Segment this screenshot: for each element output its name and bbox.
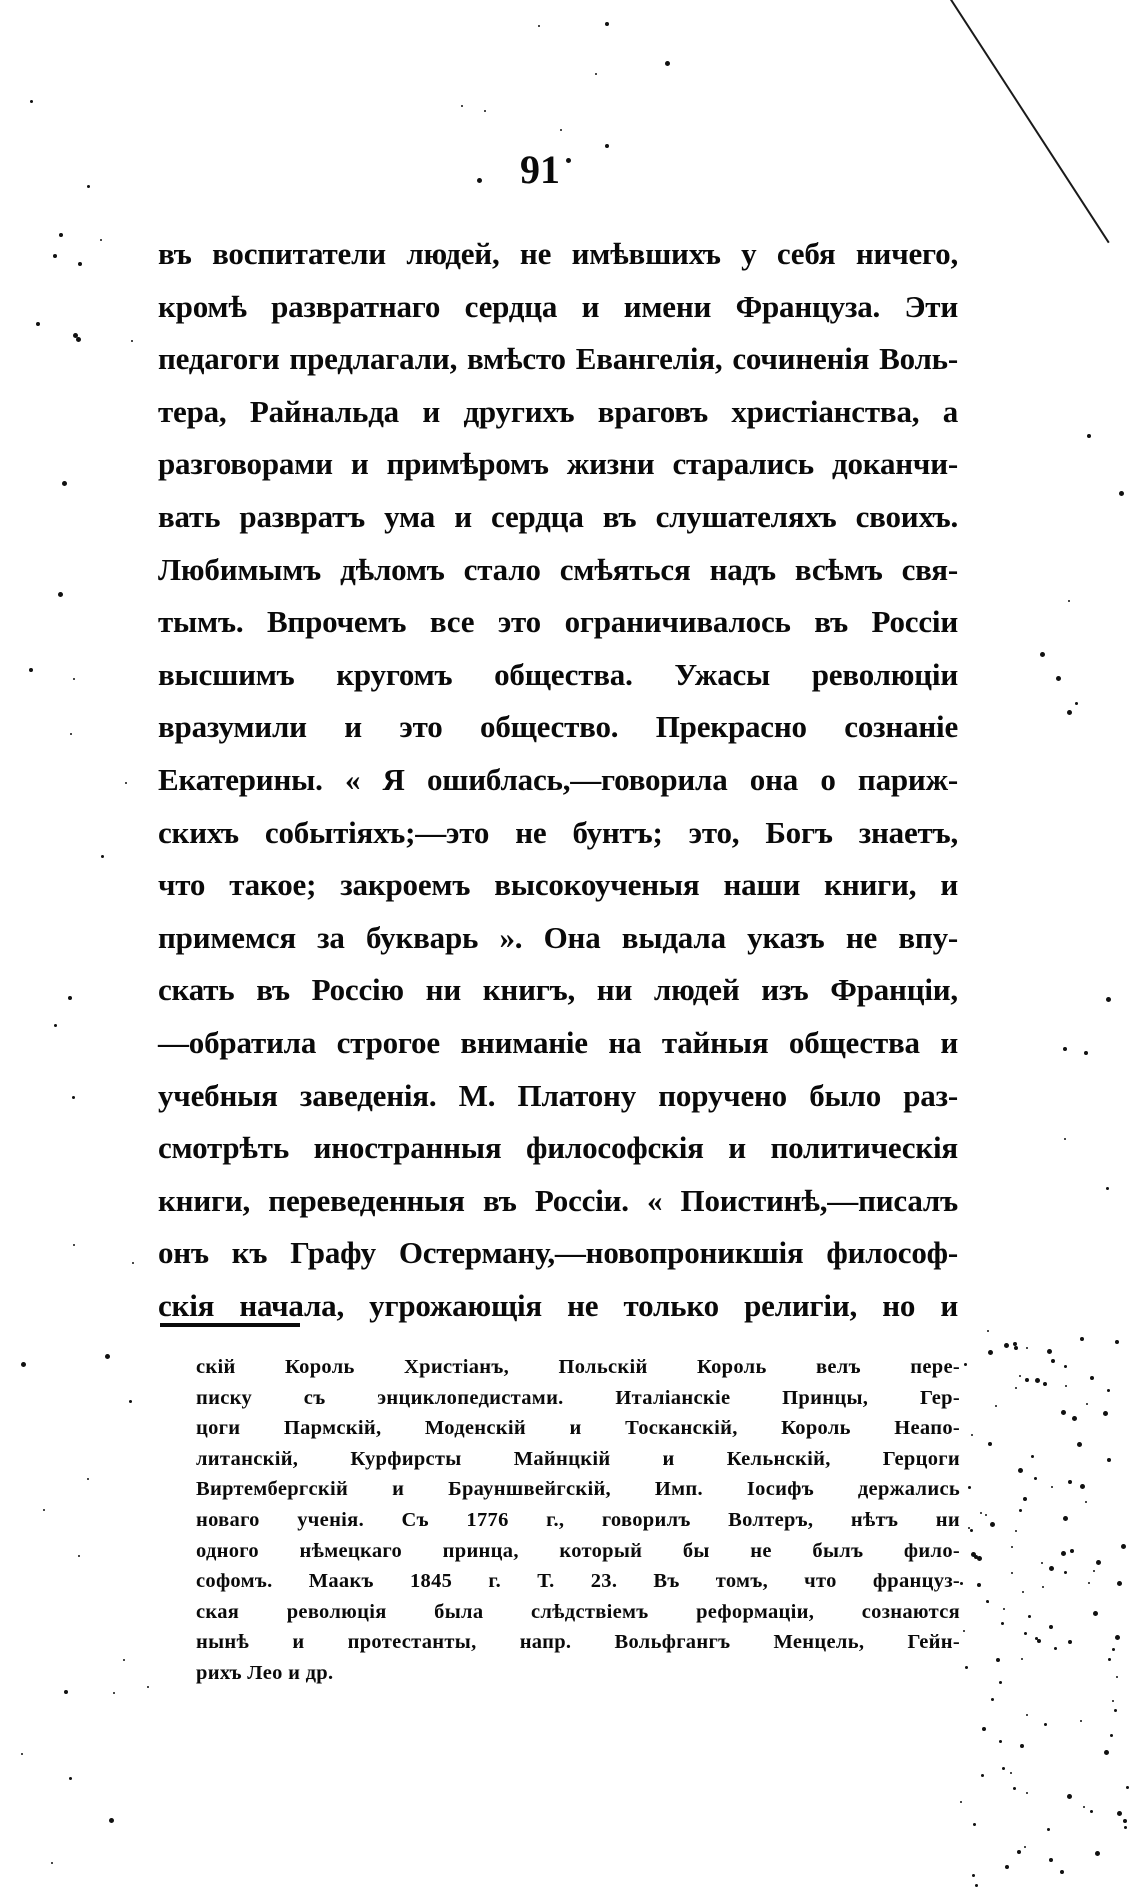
scan-speck [87,1478,89,1480]
scan-speck [1104,1750,1109,1755]
scan-speck [1049,1566,1054,1571]
scan-speck [113,1692,115,1694]
scan-speck [461,105,463,107]
scan-speck [1043,1382,1047,1386]
scan-speck [1054,1647,1057,1650]
scan-speck [69,1777,72,1780]
scan-speck [1077,1442,1082,1447]
scan-speck [484,110,486,112]
main-text-line: Любимымъ дѣломъ стало смѣяться надъ всѣмъ свя- [158,551,958,587]
scan-speck [1123,1819,1127,1823]
scan-speck [968,1527,970,1529]
scan-speck [560,129,562,131]
main-text-line: скать въ Россію ни книгъ, ни людей изъ Франціи, [158,972,958,1008]
main-text-line: скія начала, угрожающія не только религіи, но и [158,1287,958,1323]
scan-speck [1042,1586,1044,1588]
scan-speck [973,1823,976,1826]
scan-speck [1024,1632,1027,1635]
scan-speck [72,1096,75,1099]
footnote-line: писку съ энциклопедистами. Италіанскіе Принцы, Гер- [196,1386,960,1409]
scan-speck [1020,1744,1024,1748]
scan-speck [566,158,571,163]
scan-speck [123,1659,125,1661]
scan-speck [1041,1562,1043,1564]
scan-speck [1026,1714,1028,1716]
scan-speck [1068,600,1070,602]
page-edge-line [950,0,1110,243]
scan-speck [54,1024,57,1027]
scan-speck [982,1727,986,1731]
scan-speck [595,73,597,75]
scan-speck [988,1442,992,1446]
main-text-line: тера, Райнальда и другихъ враговъ христіанства, а [158,393,958,429]
scan-speck [1001,1622,1004,1625]
scan-speck [1019,1509,1022,1512]
main-text-line: кромѣ развратнаго сердца и имени Француза. Эти [158,288,958,324]
scan-speck [1090,1376,1094,1380]
scan-speck [1017,1850,1021,1854]
main-text-line: скихъ событіяхъ;—это не бунтъ; это, Богъ знаетъ, [158,814,958,850]
scan-speck [59,233,63,237]
scan-speck [960,1801,962,1803]
scan-speck [1049,1858,1053,1862]
scan-speck [988,1350,993,1355]
scan-speck [30,100,33,103]
scan-speck [1121,1544,1126,1549]
footnote-line: литанскій, Курфирсты Майнцкій и Кельнскій, Герцоги [196,1447,960,1470]
scan-speck [132,1262,134,1264]
scan-speck [477,178,482,183]
scan-speck [960,1582,963,1585]
scan-speck [1085,1501,1087,1503]
main-text-line: смотрѣть иностранныя философскія и политическія [158,1130,958,1166]
scan-speck [78,262,82,266]
footnote-line: рихъ Лео и др. [196,1661,334,1684]
scan-speck [1061,1551,1066,1556]
scan-speck [1060,1870,1064,1874]
footnote-line: софомъ. Маакъ 1845 г. Т. 23. Въ томъ, что француз- [196,1570,960,1593]
scan-speck [1025,1378,1029,1382]
scan-speck [125,782,127,784]
footnote-line: нынѣ и протестанты, напр. Вольфгангъ Менцель, Гейн- [196,1631,960,1654]
scan-speck [995,1405,997,1407]
scan-speck [1044,1723,1047,1726]
main-text-line: Екатерины. « Я ошиблась,—говорила она о париж- [158,761,958,797]
scan-speck [1117,1581,1122,1586]
scan-speck [1126,1786,1129,1789]
scan-speck [990,1522,995,1527]
scan-speck [977,1583,981,1587]
scan-speck [1070,1549,1074,1553]
scan-speck [73,1244,75,1246]
scan-speck [1023,1497,1027,1501]
main-text-line: высшимъ кругомъ общества. Ужасы революціи [158,656,958,692]
scan-speck [1086,1403,1088,1405]
scan-speck [1005,1865,1009,1869]
scan-speck [965,1666,968,1669]
main-text-line: въ воспитатели людей, не имѣвшихъ у себя ничего, [158,236,958,271]
scan-speck [605,22,609,26]
page-number: 91 [520,147,560,192]
scan-speck [1047,1349,1052,1354]
scan-speck [980,1512,982,1514]
footnote-line: цоги Пармскій, Моденскій и Тосканскій, Король Неапо- [196,1417,960,1440]
scan-speck [1068,1480,1072,1484]
scan-speck [1096,1560,1101,1565]
scan-speck [1107,1389,1110,1392]
main-text-line: тымъ. Впрочемъ все это ограничивалось въ Россіи [158,604,958,640]
scan-speck [1084,1051,1088,1055]
scan-speck [29,668,33,672]
scan-speck [62,481,67,486]
main-text-line: книги, переведенныя въ Россіи. « Поистинѣ,—писалъ [158,1182,958,1218]
scan-speck [78,1555,80,1557]
scan-speck [1075,702,1078,705]
scan-speck [971,1434,973,1436]
scan-speck [1110,1734,1113,1737]
scan-speck [1064,1365,1067,1368]
scan-speck [996,1658,1000,1662]
scan-speck [987,1330,989,1332]
scan-speck [1047,1828,1050,1831]
scan-speck [971,1552,976,1557]
scan-speck [1024,1846,1026,1848]
scan-speck [964,1363,967,1366]
scan-speck [1112,1648,1115,1651]
scan-speck [1049,1625,1053,1629]
scan-speck [1107,1458,1111,1462]
scan-speck [1124,1826,1127,1829]
main-text-line: примемся за букварь ». Она выдала указъ не впу- [158,919,958,955]
scan-speck [43,1509,45,1511]
main-text-line: вразумили и это общество. Прекрасно сознаніе [158,709,958,745]
scan-speck [1018,1468,1023,1473]
scan-speck [1083,1806,1085,1808]
main-text-block [158,228,958,1332]
scan-speck [1011,1572,1013,1574]
main-text-line: учебныя заведенія. М. Платону поручено было раз- [158,1077,958,1113]
scan-speck [977,1556,982,1561]
scan-speck [1088,1582,1090,1584]
scan-speck [605,144,609,148]
scan-speck [968,1486,971,1489]
scan-speck [1072,1416,1077,1421]
scan-speck [76,337,81,342]
scan-speck [21,1362,26,1367]
scan-speck [1051,1359,1055,1363]
scan-speck [975,1884,978,1887]
scan-speck [999,1681,1002,1684]
scan-speck [972,1874,975,1877]
scan-speck [970,1529,973,1532]
scan-speck [1026,1347,1028,1349]
scan-speck [1013,1787,1016,1790]
scan-speck [64,1690,68,1694]
scan-speck [1063,1516,1068,1521]
scan-speck [1108,1658,1111,1661]
scan-speck [1117,1811,1122,1816]
scan-speck [1026,1792,1028,1794]
scan-speck [1015,1387,1017,1389]
scan-speck [1093,1570,1095,1572]
scan-speck [665,61,670,66]
main-text-line: вать развратъ ума и сердца въ слушателяхъ своихъ. [158,498,958,534]
scan-speck [1087,434,1091,438]
scan-speck [1068,1640,1072,1644]
main-text-line: что такое; закроемъ высокоученыя наши книги, и [158,867,958,903]
scan-speck [1067,710,1072,715]
scan-speck [991,1698,994,1701]
scan-speck [1115,1340,1119,1344]
scan-speck [1063,1047,1067,1051]
footnote-line: одного нѣмецкаго принца, который бы не былъ фило- [196,1539,960,1562]
scan-speck [538,25,540,27]
scan-speck [101,855,104,858]
scan-speck [1095,1851,1100,1856]
scan-speck [1003,1608,1005,1610]
scan-speck [100,239,102,241]
scan-speck [109,1818,114,1823]
scan-speck [1116,1676,1118,1678]
scan-speck [147,1686,149,1688]
footnote-line: Виртембергскій и Брауншвейгскій, Имп. Іосифъ держались [196,1478,960,1501]
scan-speck [1014,1346,1018,1350]
scan-speck [87,185,90,188]
scan-speck [1064,1138,1066,1140]
scan-speck [58,592,63,597]
scan-speck [131,340,133,342]
scan-speck [1090,1810,1093,1813]
scan-speck [1093,1611,1098,1616]
scan-speck [129,1400,132,1403]
footnote-line: скій Король Христіанъ, Польскій Король велъ пере- [196,1356,960,1378]
scan-speck [36,322,40,326]
scan-speck [53,254,57,258]
scan-speck [1103,1411,1108,1416]
scan-speck [1112,1700,1114,1702]
scan-speck [1034,1477,1037,1480]
scan-speck [981,1774,984,1777]
main-text-line: разговорами и примѣромъ жизни старались доканчи- [158,446,958,482]
scan-speck [1080,1720,1082,1722]
scan-speck [1115,1635,1120,1640]
scan-speck [73,678,75,680]
scan-speck [1028,1615,1031,1618]
scan-speck [1064,1571,1067,1574]
scan-speck [1067,1794,1072,1799]
scan-speck [1035,1637,1038,1640]
scan-speck [999,1740,1002,1743]
scan-speck [1010,1772,1012,1774]
main-text-line: педагоги предлагали, вмѣсто Евангелія, сочиненія Воль- [158,341,958,377]
scan-speck [1065,1385,1067,1387]
scan-speck [1035,1378,1040,1383]
scan-speck [51,1862,53,1864]
scan-speck [1106,1187,1109,1190]
main-text-line: онъ къ Графу Остерману,—новопроникшія философ- [158,1235,958,1271]
scan-speck [1051,1486,1053,1488]
footnote-block [196,1352,960,1689]
scan-speck [1114,1709,1117,1712]
scan-speck [1080,1484,1085,1489]
scan-speck [1056,676,1061,681]
scan-speck [21,1753,23,1755]
scan-speck [1119,491,1124,496]
scan-speck [1061,1410,1066,1415]
scan-speck [1015,1530,1017,1532]
scan-speck [70,733,72,735]
scan-speck [963,1630,965,1632]
footnote-line: новаго ученія. Съ 1776 г., говорилъ Волтеръ, нѣтъ ни [196,1508,960,1531]
scan-speck [1004,1343,1009,1348]
footnote-line: ская революція была слѣдствіемъ реформаціи, сознаются [196,1600,960,1623]
scan-speck [1037,1639,1041,1643]
scan-speck [1011,1546,1013,1548]
scan-speck [986,1600,989,1603]
main-text-line: —обратила строгое вниманіе на тайныя общества и [158,1024,958,1060]
scan-speck [985,1514,987,1516]
scan-speck [1021,1658,1023,1660]
scan-speck [1040,652,1045,657]
scan-speck [1106,997,1111,1002]
scan-speck [68,996,72,1000]
scan-speck [1019,1375,1021,1377]
footnote-separator [160,1323,300,1327]
scan-speck [1080,1337,1084,1341]
scan-speck [105,1354,110,1359]
scan-speck [1002,1767,1005,1770]
scan-speck [1031,1455,1034,1458]
scan-speck [1022,1591,1024,1593]
